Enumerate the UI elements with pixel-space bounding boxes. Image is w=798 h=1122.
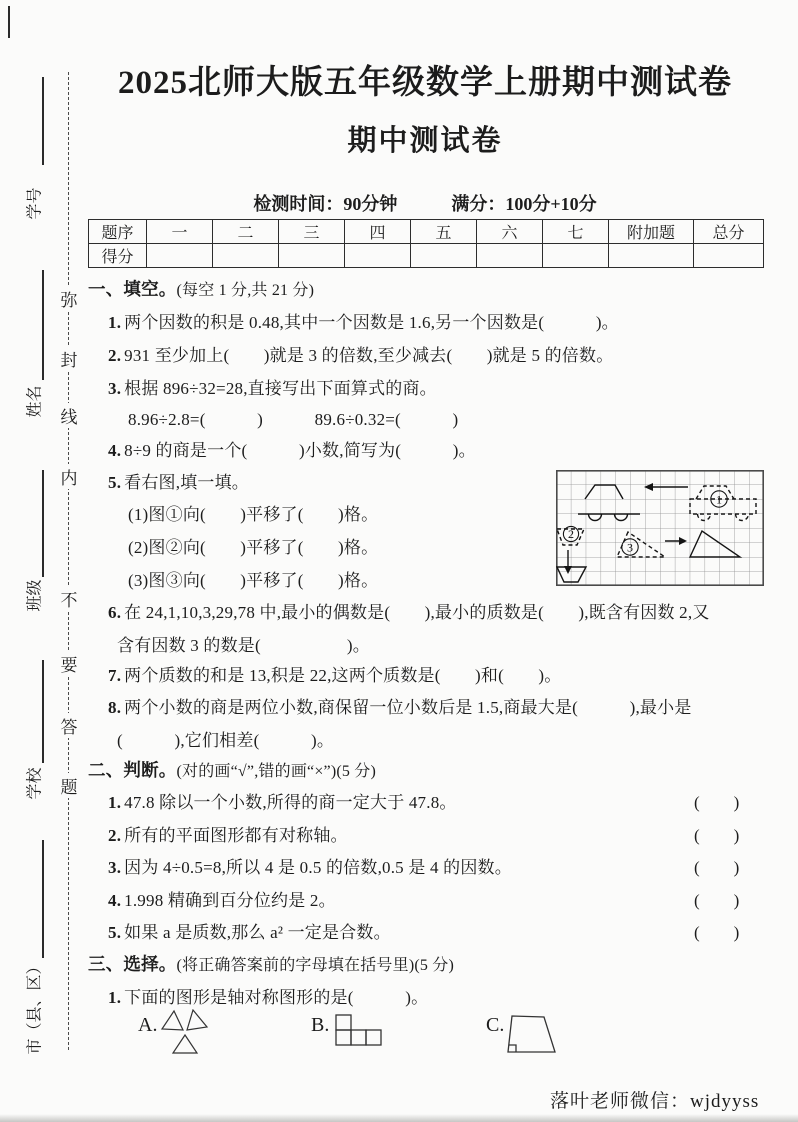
question-text: 8÷9 的商是一个( )小数,简写为( )。 <box>124 441 476 460</box>
score-header-cell: 一 <box>147 220 213 244</box>
score-header-cell: 四 <box>345 220 411 244</box>
score-empty-cell <box>213 244 279 268</box>
seal-char: 答 <box>58 713 80 738</box>
square <box>336 1030 351 1045</box>
question-7 <box>108 661 561 686</box>
question-text: 因为 4÷0.5=8,所以 4 是 0.5 的倍数,0.5 是 4 的因数。 <box>124 858 512 877</box>
question-text: 两个小数的商是两位小数,商保留一位小数后是 1.5,商最大是( ),最小是 <box>124 698 692 717</box>
page-title: 2025北师大版五年级数学上册期中测试卷 <box>118 65 732 101</box>
field-label-student-no: 学号 <box>26 187 44 220</box>
section-3-title: 三、选择。 <box>88 954 177 974</box>
judge-5-answer-blank: ( ) <box>694 923 740 942</box>
question-number: 1. <box>108 988 122 1007</box>
question-text: 47.8 除以一个小数,所得的商一定大于 47.8。 <box>124 793 457 812</box>
seal-char: 内 <box>58 464 80 489</box>
seal-char: 弥 <box>58 286 80 311</box>
question-6-line-2 <box>117 631 370 656</box>
score-header-cell: 题序 <box>89 220 147 244</box>
score-header-cell: 六 <box>477 220 543 244</box>
question-number: 1. <box>108 313 122 332</box>
section-3-note: (将正确答案前的字母填在括号里)(5 分) <box>176 957 455 974</box>
question-text: 含有因数 3 的数是( )。 <box>117 636 370 655</box>
field-label-name: 姓名 <box>26 385 44 418</box>
triangle-top-right <box>187 1010 207 1030</box>
score-header-cell: 二 <box>213 220 279 244</box>
judge-1-answer-blank: ( ) <box>694 793 740 812</box>
section-2-note: (对的画“√”,错的画“×”)(5 分) <box>176 763 377 780</box>
judge-2-answer-blank: ( ) <box>694 826 740 845</box>
field-label-city: 市（县、区） <box>26 958 44 1055</box>
page-subtitle: 期中测试卷 <box>347 125 503 157</box>
score-empty-cell <box>411 244 477 268</box>
question-number: 5. <box>108 923 122 942</box>
score-table-header-row <box>89 220 764 244</box>
section-1-note: (每空 1 分,共 21 分) <box>176 282 315 299</box>
question-number: 7. <box>108 666 122 685</box>
question-number: 6. <box>108 603 122 622</box>
option-c-label: C. <box>486 1014 505 1036</box>
question-text: (3)图③向( )平移了( )格。 <box>128 571 379 590</box>
question-5-item-2 <box>128 533 378 558</box>
question-8-line-2 <box>117 726 334 751</box>
question-number: 3. <box>108 379 122 398</box>
question-text: 931 至少加上( )就是 3 的倍数,至少减去( )就是 5 的倍数。 <box>124 346 614 365</box>
score-table-score-row <box>89 244 764 268</box>
section-2-title: 二、判断。 <box>88 760 177 780</box>
judge-4-answer-blank: ( ) <box>694 891 740 910</box>
question-number: 3. <box>108 858 122 877</box>
question-1 <box>108 308 619 333</box>
seal-char: 题 <box>58 773 80 798</box>
question-text: (2)图②向( )平移了( )格。 <box>128 538 379 557</box>
question-text: 在 24,1,10,3,29,78 中,最小的偶数是( ),最小的质数是( ),既含有因数 2,又 <box>124 603 710 622</box>
figure-label-3: 3 <box>627 540 633 555</box>
question-5-item-3 <box>128 566 378 591</box>
score-empty-cell <box>543 244 609 268</box>
question-number: 5. <box>108 473 122 492</box>
seal-column <box>0 0 86 1122</box>
section-1-heading <box>88 276 314 301</box>
right-angle-mark <box>509 1045 516 1052</box>
option-a-figure <box>160 1009 210 1055</box>
option-b-figure <box>334 1013 384 1050</box>
question-number: 4. <box>108 441 122 460</box>
exam-info-line: 检测时间：90分钟 满分：100分+10分 <box>253 194 597 214</box>
question-text: 根据 896÷32=28,直接写出下面算式的商。 <box>124 379 437 398</box>
seal-char: 不 <box>58 586 80 611</box>
seal-char: 封 <box>58 346 80 371</box>
question-text: 1.998 精确到百分位约是 2。 <box>124 891 336 910</box>
section-2-heading <box>88 757 376 782</box>
section-1-title: 一、填空。 <box>88 279 177 299</box>
judge-2 <box>108 821 348 846</box>
question-number: 1. <box>108 793 122 812</box>
triangle-top-left <box>162 1011 183 1030</box>
figure-label-1: 1 <box>716 492 722 507</box>
score-empty-cell <box>147 244 213 268</box>
question-3-subline <box>128 405 458 430</box>
field-label-class: 班级 <box>26 579 44 612</box>
score-empty-cell <box>477 244 543 268</box>
score-table <box>88 219 764 268</box>
question-3 <box>108 374 437 399</box>
question-number: 4. <box>108 891 122 910</box>
seal-char: 要 <box>58 651 80 676</box>
square <box>351 1030 366 1045</box>
option-b-label: B. <box>311 1014 330 1036</box>
square <box>336 1015 351 1030</box>
judge-3 <box>108 853 512 878</box>
translation-grid-figure <box>556 470 764 586</box>
question-text: (1)图①向( )平移了( )格。 <box>128 505 379 524</box>
judge-5 <box>108 918 391 943</box>
section-3-heading <box>88 951 454 976</box>
scan-bottom-edge <box>0 1114 798 1122</box>
field-label-school: 学校 <box>26 767 44 800</box>
question-8 <box>108 693 692 718</box>
question-6 <box>108 598 710 623</box>
question-5-item-1 <box>128 500 378 525</box>
city-fill-line <box>42 840 44 958</box>
judge-3-answer-blank: ( ) <box>694 858 740 877</box>
question-text: 看右图,填一填。 <box>124 473 250 492</box>
teacher-wechat-footer: 落叶老师微信：wjdyyss <box>550 1091 760 1112</box>
question-4 <box>108 436 476 461</box>
seal-char: 线 <box>58 403 80 428</box>
question-number: 2. <box>108 346 122 365</box>
score-empty-cell <box>694 244 764 268</box>
figure-label-2: 2 <box>568 527 574 542</box>
question-text: ( ),它们相差( )。 <box>117 731 335 750</box>
question-number: 2. <box>108 826 122 845</box>
option-a-label: A. <box>138 1014 158 1036</box>
question-text: 8.96÷2.8=( ) 89.6÷0.32=( ) <box>128 410 459 429</box>
score-header-cell: 附加题 <box>609 220 694 244</box>
trapezoid <box>508 1016 555 1052</box>
question-5 <box>108 468 249 493</box>
score-empty-cell <box>345 244 411 268</box>
triangle-bottom <box>173 1035 197 1053</box>
score-empty-cell <box>609 244 694 268</box>
question-number: 8. <box>108 698 122 717</box>
choice-1 <box>108 983 428 1008</box>
option-c-figure <box>506 1014 560 1055</box>
judge-1 <box>108 788 457 813</box>
question-text: 两个质数的和是 13,积是 22,这两个质数是( )和( )。 <box>124 666 562 685</box>
question-text: 下面的图形是轴对称图形的是( )。 <box>124 988 429 1007</box>
score-empty-cell <box>279 244 345 268</box>
judge-4 <box>108 886 336 911</box>
seal-dashed-line <box>68 72 69 1050</box>
question-text: 两个因数的积是 0.48,其中一个因数是 1.6,另一个因数是( )。 <box>124 313 619 332</box>
score-row-label: 得分 <box>89 244 147 268</box>
question-2 <box>108 341 613 366</box>
question-text: 所有的平面图形都有对称轴。 <box>124 826 348 845</box>
score-header-cell: 七 <box>543 220 609 244</box>
score-header-cell: 三 <box>279 220 345 244</box>
score-header-cell: 五 <box>411 220 477 244</box>
square <box>366 1030 381 1045</box>
score-header-cell: 总分 <box>694 220 764 244</box>
question-text: 如果 a 是质数,那么 a² 一定是合数。 <box>124 923 391 942</box>
